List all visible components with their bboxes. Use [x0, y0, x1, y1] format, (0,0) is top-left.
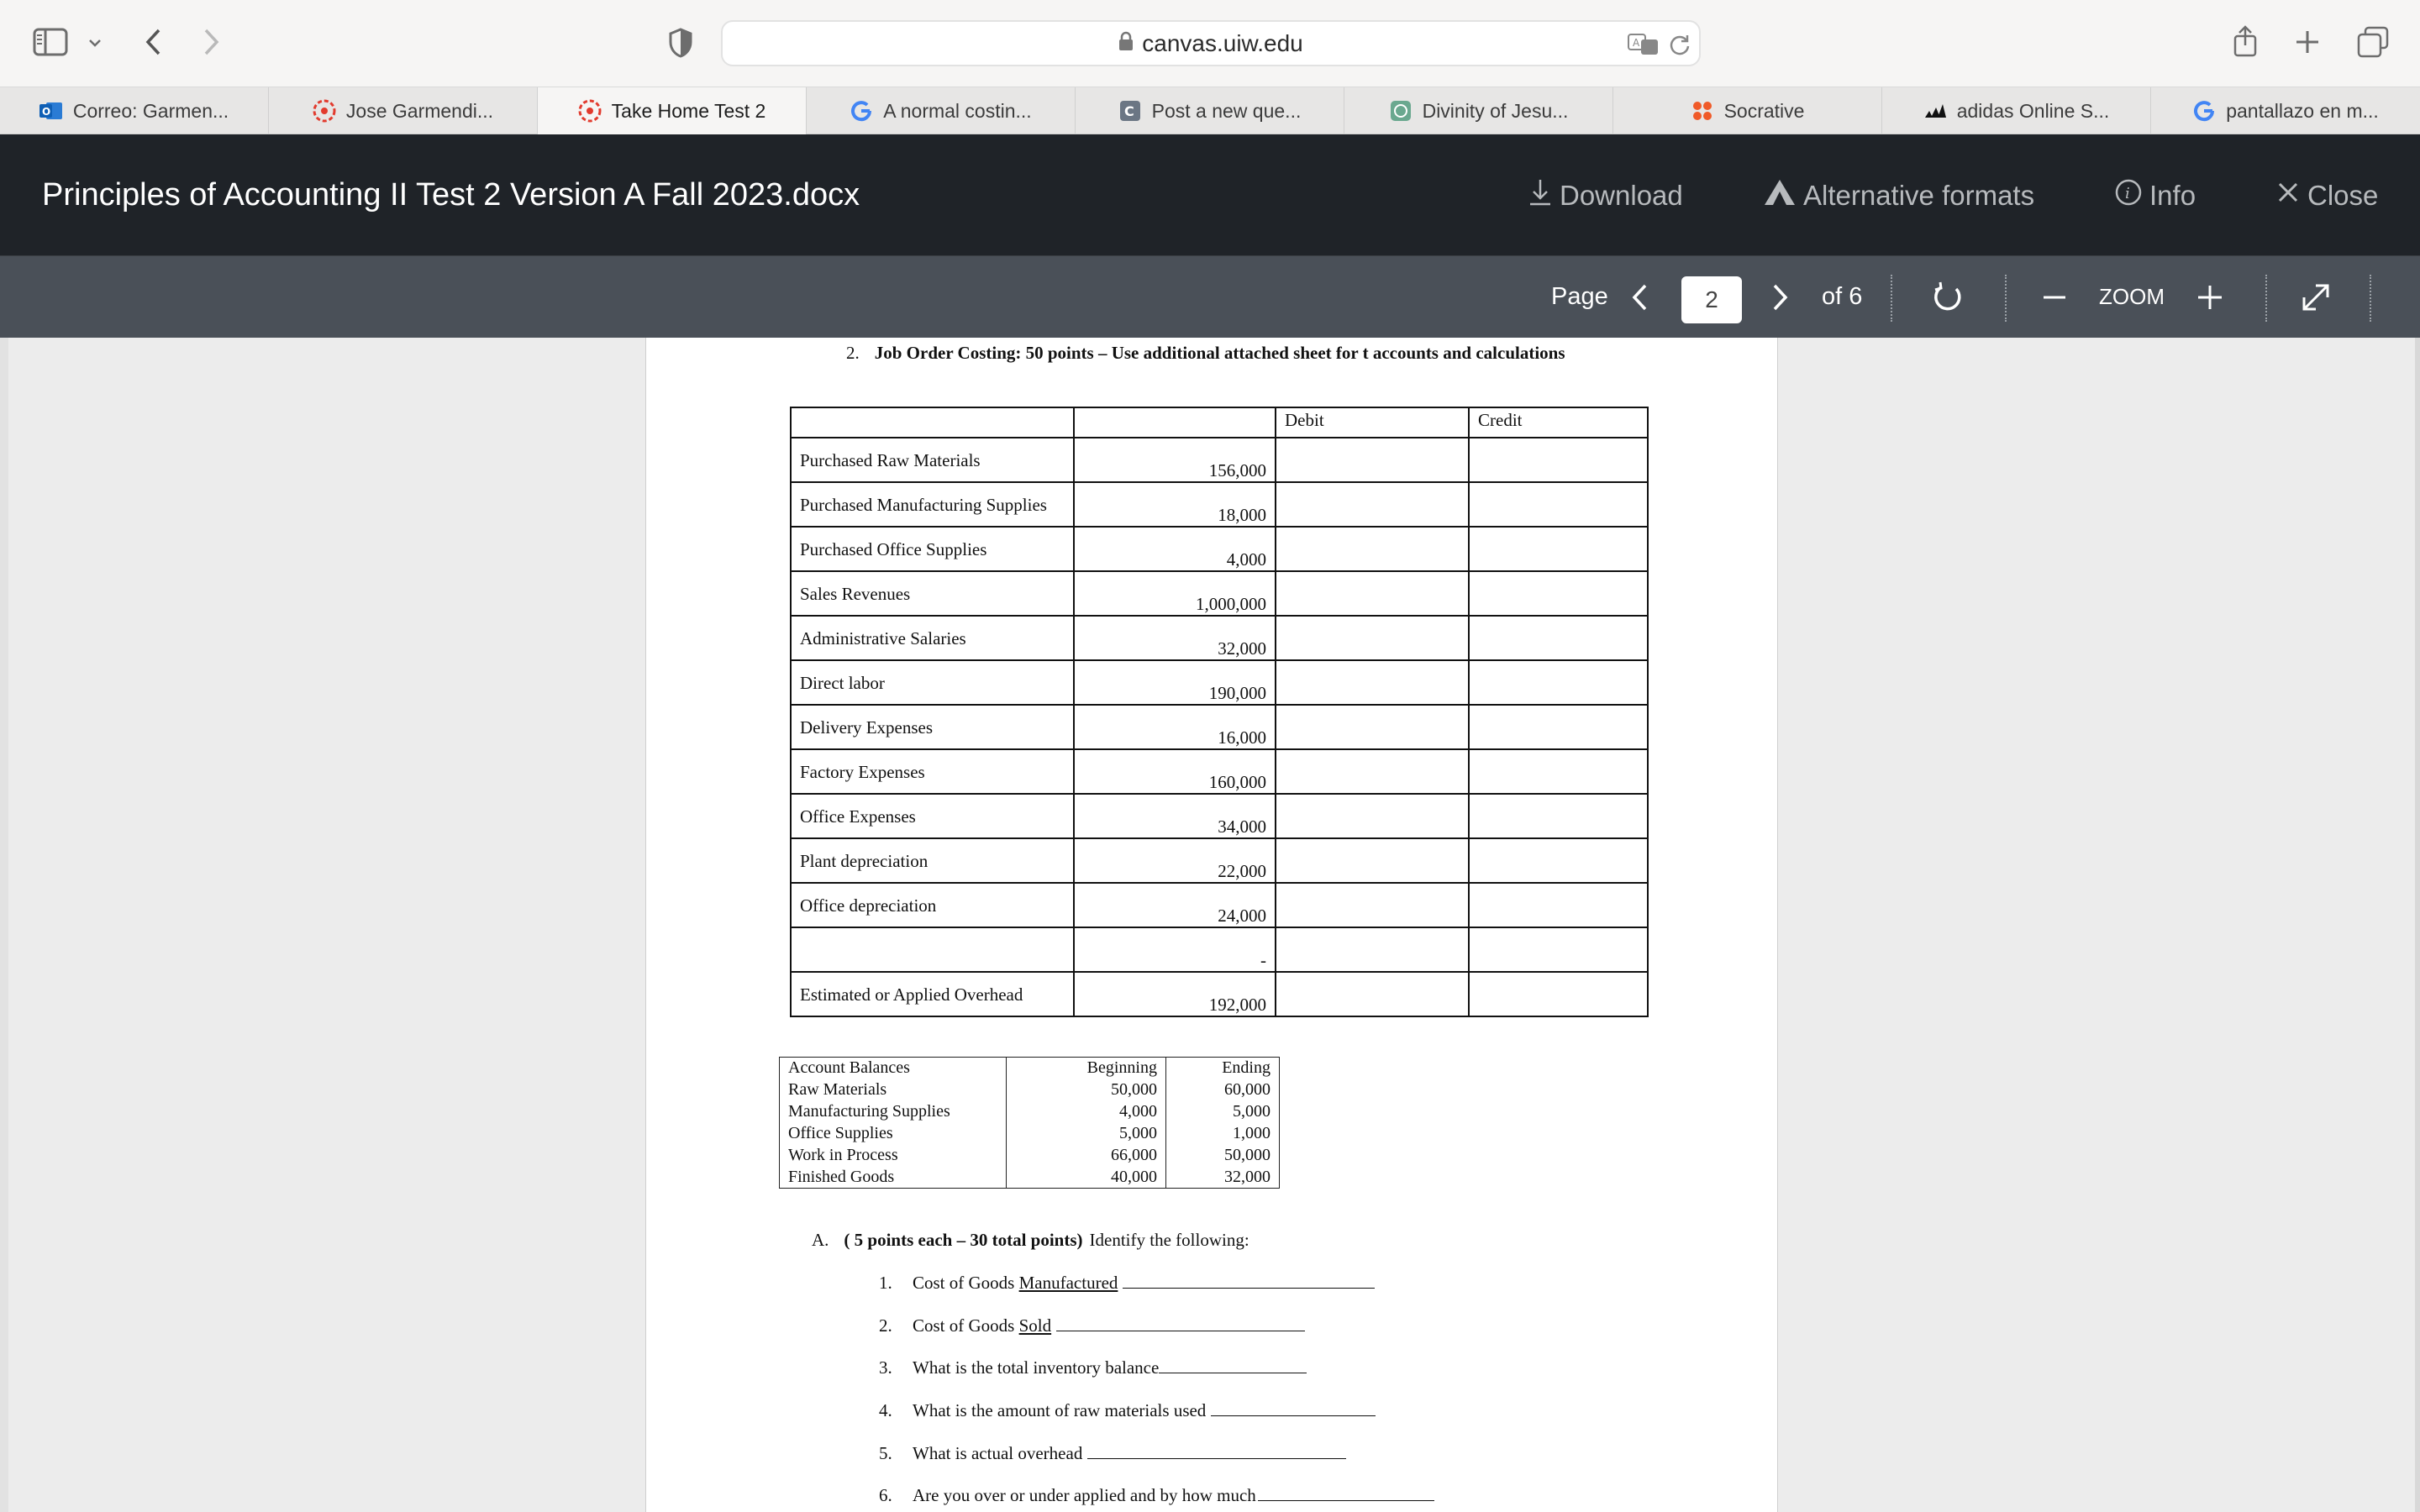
- url-text: canvas.uiw.edu: [1142, 29, 1303, 56]
- table-row: [791, 660, 1648, 705]
- credit-cell: [1469, 438, 1648, 482]
- account-cell: Finished Goods: [780, 1167, 1007, 1189]
- debit-cell: [1276, 927, 1469, 972]
- sidebar-toggle-icon[interactable]: [32, 25, 69, 59]
- credit-cell: [1469, 883, 1648, 927]
- credit-header: Credit: [1469, 407, 1648, 438]
- translate-icon[interactable]: [1627, 30, 1660, 59]
- table-row: [780, 1145, 1280, 1167]
- part-a-heading: A. ( 5 points each – 30 total points) Identify the following:: [812, 1230, 1249, 1250]
- rotate-icon: [1931, 281, 1965, 314]
- table-row: [780, 1079, 1280, 1101]
- close-icon: [2275, 180, 2307, 212]
- amount-cell: 156,000: [1074, 438, 1276, 482]
- debit-cell: [1276, 972, 1469, 1016]
- next-page-button[interactable]: [1771, 256, 1790, 338]
- credit-cell: [1469, 527, 1648, 571]
- amount-cell: 22,000: [1074, 838, 1276, 883]
- tab-bar: [0, 87, 2420, 134]
- chevron-right-icon: [1771, 282, 1790, 312]
- beginning-cell: 66,000: [1007, 1145, 1166, 1167]
- chegg-icon: [1118, 99, 1142, 123]
- canvas-icon: [313, 99, 336, 123]
- account-cell: Manufacturing Supplies: [780, 1101, 1007, 1123]
- account-cell: Work in Process: [780, 1145, 1007, 1167]
- account-cell: Office Supplies: [780, 1123, 1007, 1145]
- document-viewport[interactable]: [0, 338, 2420, 1512]
- question-item: 5. What is actual overhead: [879, 1443, 1346, 1464]
- table-row: [791, 838, 1648, 883]
- credit-cell: [1469, 838, 1648, 883]
- header-cell: Account Balances: [780, 1058, 1007, 1079]
- item-cell: Sales Revenues: [791, 571, 1074, 616]
- divider: [2005, 275, 2007, 322]
- answer-blank[interactable]: [1159, 1358, 1307, 1373]
- tab-item[interactable]: A normal costin...: [807, 87, 1076, 134]
- amount-cell: 4,000: [1074, 527, 1276, 571]
- tab-item[interactable]: Divinity of Jesu...: [1344, 87, 1613, 134]
- ending-cell: 50,000: [1166, 1145, 1280, 1167]
- reload-icon[interactable]: [1665, 30, 1694, 59]
- chatgpt-icon: [1389, 99, 1413, 123]
- item-cell: Factory Expenses: [791, 749, 1074, 794]
- table-row: [780, 1167, 1280, 1189]
- document-title: Principles of Accounting II Test 2 Version A Fall 2023.docx: [42, 177, 860, 213]
- table-row: [791, 571, 1648, 616]
- table-row: [791, 705, 1648, 749]
- question-item: 1. Cost of Goods Manufactured: [879, 1273, 1375, 1294]
- page-number-input[interactable]: 2: [1681, 276, 1742, 323]
- info-icon: [2114, 178, 2149, 213]
- answer-blank[interactable]: [1056, 1316, 1305, 1331]
- item-cell: Administrative Salaries: [791, 616, 1074, 660]
- item-cell: [791, 927, 1074, 972]
- ending-cell: 32,000: [1166, 1167, 1280, 1189]
- question-heading: 2. Job Order Costing: 50 points – Use additional attached sheet for t accounts and calculations: [846, 343, 1565, 363]
- answer-blank[interactable]: [1211, 1401, 1376, 1416]
- beginning-cell: 4,000: [1007, 1101, 1166, 1123]
- amount-cell: 160,000: [1074, 749, 1276, 794]
- item-cell: Office Expenses: [791, 794, 1074, 838]
- tab-item[interactable]: Jose Garmendi...: [269, 87, 538, 134]
- credit-cell: [1469, 616, 1648, 660]
- rotate-button[interactable]: [1931, 256, 1965, 338]
- question-item: 3. What is the total inventory balance: [879, 1357, 1307, 1378]
- google-icon: [850, 99, 873, 123]
- beginning-cell: 5,000: [1007, 1123, 1166, 1145]
- header-cell: Ending: [1166, 1058, 1280, 1079]
- item-cell: Purchased Manufacturing Supplies: [791, 482, 1074, 527]
- page-controls: [0, 256, 2420, 338]
- debit-cell: [1276, 527, 1469, 571]
- new-tab-icon[interactable]: [2291, 24, 2324, 60]
- divider: [1891, 275, 1892, 322]
- lock-icon: [1118, 30, 1134, 57]
- ending-cell: 1,000: [1166, 1123, 1280, 1145]
- debit-cell: [1276, 883, 1469, 927]
- debit-cell: [1276, 838, 1469, 883]
- tab-item[interactable]: pantallazo en m...: [2151, 87, 2420, 134]
- forward-icon[interactable]: [197, 22, 227, 62]
- beginning-cell: 40,000: [1007, 1167, 1166, 1189]
- table-row: [791, 794, 1648, 838]
- answer-blank[interactable]: [1258, 1486, 1434, 1501]
- zoom-in-button[interactable]: [2196, 256, 2223, 338]
- account-cell: Raw Materials: [780, 1079, 1007, 1101]
- outlook-icon: [39, 99, 63, 123]
- answer-blank[interactable]: [1123, 1273, 1375, 1289]
- debit-header: Debit: [1276, 407, 1469, 438]
- tab-item[interactable]: C Post a new que...: [1076, 87, 1344, 134]
- credit-cell: [1469, 972, 1648, 1016]
- item-cell: Direct labor: [791, 660, 1074, 705]
- amount-cell: 18,000: [1074, 482, 1276, 527]
- table-row: [780, 1123, 1280, 1145]
- plus-icon: [2196, 284, 2223, 311]
- debit-cell: [1276, 749, 1469, 794]
- table-row: [791, 438, 1648, 482]
- credit-cell: [1469, 927, 1648, 972]
- amount-cell: 192,000: [1074, 972, 1276, 1016]
- credit-cell: [1469, 660, 1648, 705]
- debit-cell: [1276, 705, 1469, 749]
- credit-cell: [1469, 749, 1648, 794]
- amount-cell: 16,000: [1074, 705, 1276, 749]
- zoom-label: ZOOM: [2099, 284, 2165, 309]
- amount-cell: 24,000: [1074, 883, 1276, 927]
- table-row: [791, 749, 1648, 794]
- balances-header-row: [780, 1058, 1280, 1079]
- amount-cell: 190,000: [1074, 660, 1276, 705]
- table-row: [791, 972, 1648, 1016]
- chevron-down-icon[interactable]: [84, 30, 106, 55]
- google-icon: [2192, 99, 2216, 123]
- table-row: [791, 883, 1648, 927]
- debit-cell: [1276, 794, 1469, 838]
- item-cell: Office depreciation: [791, 883, 1074, 927]
- debit-cell: [1276, 660, 1469, 705]
- header-cell: [1074, 407, 1276, 438]
- tab-item[interactable]: Socrative: [1613, 87, 1882, 134]
- back-icon[interactable]: [138, 22, 168, 62]
- item-cell: Plant depreciation: [791, 838, 1074, 883]
- credit-cell: [1469, 482, 1648, 527]
- page-label: Page: [1551, 283, 1608, 310]
- minus-icon: [2042, 285, 2067, 310]
- question-item: 4. What is the amount of raw materials used: [879, 1400, 1376, 1421]
- browser-toolbar: [0, 0, 2420, 87]
- tab-item[interactable]: O Correo: Garmen...: [0, 87, 269, 134]
- debit-cell: [1276, 482, 1469, 527]
- previous-page-button[interactable]: [1630, 256, 1649, 338]
- ending-cell: 60,000: [1166, 1079, 1280, 1101]
- credit-cell: [1469, 705, 1648, 749]
- download-button[interactable]: Download: [1528, 134, 1683, 256]
- left-gutter: [0, 338, 8, 1512]
- fullscreen-button[interactable]: [2299, 256, 2333, 338]
- debit-cell: [1276, 616, 1469, 660]
- close-button[interactable]: Close: [2275, 134, 2378, 256]
- table-row: [780, 1101, 1280, 1123]
- divider: [2370, 275, 2371, 322]
- credit-cell: [1469, 571, 1648, 616]
- tab-item-active[interactable]: Take Home Test 2: [538, 87, 807, 134]
- svg-text:A: A: [1633, 37, 1640, 49]
- svg-text:i: i: [2125, 184, 2130, 202]
- info-button[interactable]: i Info: [2114, 134, 2196, 256]
- item-cell: Purchased Raw Materials: [791, 438, 1074, 482]
- download-icon: [1528, 178, 1560, 213]
- table-row: [791, 927, 1648, 972]
- amount-cell: 34,000: [1074, 794, 1276, 838]
- chevron-left-icon: [1630, 282, 1649, 312]
- header-cell: [791, 407, 1074, 438]
- debit-cell: [1276, 438, 1469, 482]
- privacy-shield-icon[interactable]: [664, 25, 697, 60]
- amount-cell: -: [1074, 927, 1276, 972]
- answer-blank[interactable]: [1087, 1444, 1346, 1459]
- scrollbar[interactable]: [2415, 338, 2420, 1512]
- amount-cell: 1,000,000: [1074, 571, 1276, 616]
- page-count: of 6: [1822, 283, 1863, 310]
- socrative-icon: [1691, 99, 1714, 123]
- item-cell: Delivery Expenses: [791, 705, 1074, 749]
- table-row: [791, 482, 1648, 527]
- credit-cell: [1469, 794, 1648, 838]
- account-balances-table: [779, 1057, 1280, 1189]
- item-cell: Purchased Office Supplies: [791, 527, 1074, 571]
- tab-item[interactable]: adidas Online S...: [1882, 87, 2151, 134]
- amount-cell: 32,000: [1074, 616, 1276, 660]
- alternative-formats-button[interactable]: Alternative formats: [1763, 134, 2034, 256]
- ending-cell: 5,000: [1166, 1101, 1280, 1123]
- item-cell: Estimated or Applied Overhead: [791, 972, 1074, 1016]
- canvas-icon: [578, 99, 602, 123]
- svg-text:C: C: [1123, 103, 1134, 119]
- question-item: 2. Cost of Goods Sold: [879, 1315, 1305, 1336]
- tab-overview-icon[interactable]: [2354, 24, 2391, 60]
- table-row: [791, 527, 1648, 571]
- journal-table: [790, 407, 1649, 1017]
- file-viewer-header: [0, 134, 2420, 256]
- svg-text:O: O: [41, 106, 51, 118]
- address-bar[interactable]: [721, 20, 1701, 66]
- share-icon[interactable]: [2228, 22, 2262, 60]
- alternative-formats-icon: [1763, 178, 1803, 213]
- adidas-icon: [1923, 99, 1947, 123]
- debit-cell: [1276, 571, 1469, 616]
- table-row: [791, 616, 1648, 660]
- divider: [2265, 275, 2267, 322]
- document-page: [645, 338, 1778, 1512]
- question-item: 6. Are you over or under applied and by how much: [879, 1485, 1434, 1506]
- zoom-out-button[interactable]: [2042, 256, 2067, 338]
- table-header-row: [791, 407, 1648, 438]
- header-cell: Beginning: [1007, 1058, 1166, 1079]
- beginning-cell: 50,000: [1007, 1079, 1166, 1101]
- expand-icon: [2299, 281, 2333, 314]
